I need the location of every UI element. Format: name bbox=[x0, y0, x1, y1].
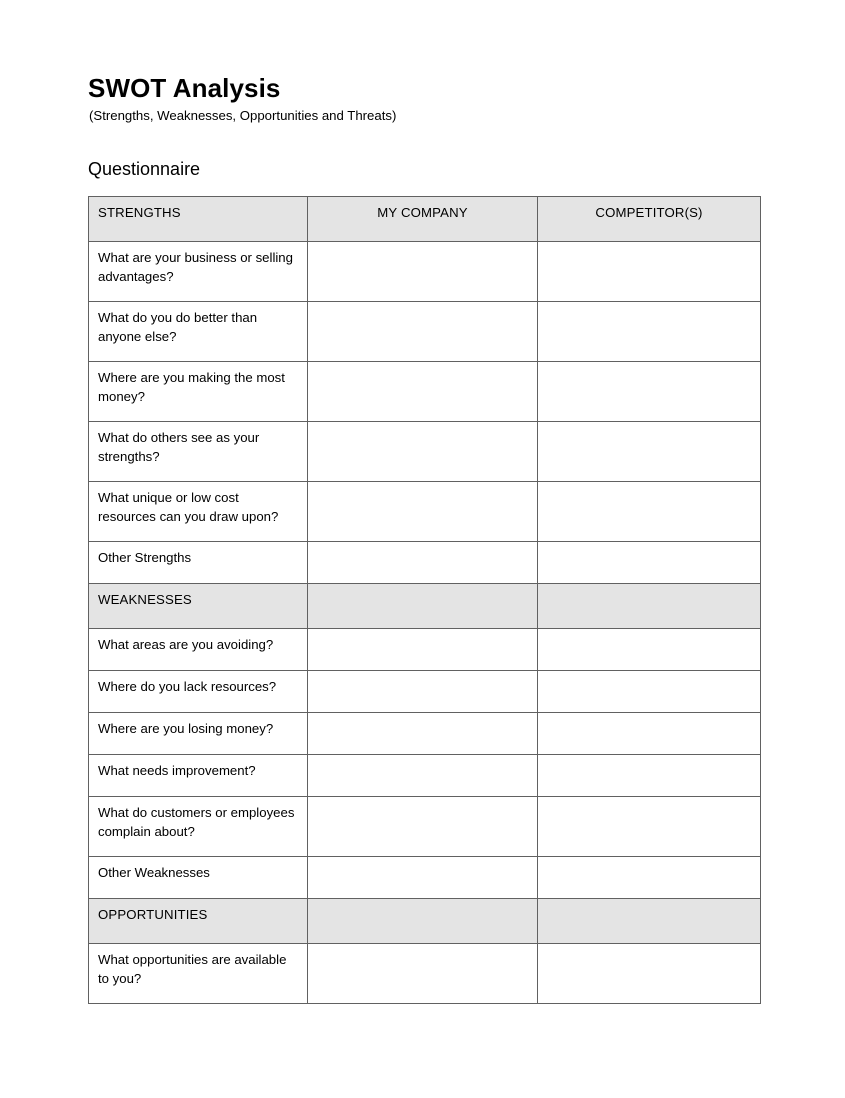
section-header-label: WEAKNESSES bbox=[89, 584, 308, 629]
answer-cell-competitors[interactable] bbox=[538, 542, 761, 584]
answer-cell-my-company[interactable] bbox=[308, 713, 538, 755]
table-row bbox=[89, 713, 761, 755]
table-row bbox=[89, 482, 761, 542]
table-row bbox=[89, 629, 761, 671]
table-row bbox=[89, 422, 761, 482]
column-header-competitors: COMPETITOR(S) bbox=[538, 197, 761, 242]
answer-cell-competitors[interactable] bbox=[538, 629, 761, 671]
section-header-spacer-cell bbox=[308, 899, 538, 944]
section-header-row bbox=[89, 197, 761, 242]
section-header-spacer-cell bbox=[308, 584, 538, 629]
answer-cell-my-company[interactable] bbox=[308, 302, 538, 362]
table-row bbox=[89, 302, 761, 362]
answer-cell-my-company[interactable] bbox=[308, 671, 538, 713]
table-row bbox=[89, 797, 761, 857]
table-row bbox=[89, 542, 761, 584]
question-cell: What do others see as your strengths? bbox=[89, 422, 308, 482]
swot-questionnaire-table-container bbox=[88, 196, 760, 1004]
table-row bbox=[89, 671, 761, 713]
page-title: SWOT Analysis bbox=[88, 73, 281, 103]
question-cell: What are your business or selling advantages? bbox=[89, 242, 308, 302]
answer-cell-competitors[interactable] bbox=[538, 302, 761, 362]
question-cell: What do you do better than anyone else? bbox=[89, 302, 308, 362]
section-header-spacer-cell bbox=[538, 584, 761, 629]
swot-questionnaire-table bbox=[88, 196, 761, 1004]
answer-cell-competitors[interactable] bbox=[538, 362, 761, 422]
answer-cell-my-company[interactable] bbox=[308, 542, 538, 584]
answer-cell-competitors[interactable] bbox=[538, 242, 761, 302]
answer-cell-competitors[interactable] bbox=[538, 944, 761, 1004]
answer-cell-my-company[interactable] bbox=[308, 422, 538, 482]
table-row bbox=[89, 362, 761, 422]
section-heading-questionnaire: Questionnaire bbox=[88, 159, 201, 179]
question-cell: Where are you losing money? bbox=[89, 713, 308, 755]
question-cell: Other Weaknesses bbox=[89, 857, 308, 899]
section-header-label: STRENGTHS bbox=[89, 197, 308, 242]
answer-cell-my-company[interactable] bbox=[308, 857, 538, 899]
answer-cell-my-company[interactable] bbox=[308, 944, 538, 1004]
question-cell: Other Strengths bbox=[89, 542, 308, 584]
answer-cell-competitors[interactable] bbox=[538, 755, 761, 797]
section-header-spacer-cell bbox=[538, 899, 761, 944]
answer-cell-competitors[interactable] bbox=[538, 482, 761, 542]
question-cell: What unique or low cost resources can you draw upon? bbox=[89, 482, 308, 542]
answer-cell-competitors[interactable] bbox=[538, 671, 761, 713]
table-row bbox=[89, 944, 761, 1004]
table-row bbox=[89, 857, 761, 899]
table-row bbox=[89, 755, 761, 797]
column-header-my-company: MY COMPANY bbox=[308, 197, 538, 242]
question-cell: What areas are you avoiding? bbox=[89, 629, 308, 671]
question-cell: Where are you making the most money? bbox=[89, 362, 308, 422]
answer-cell-my-company[interactable] bbox=[308, 482, 538, 542]
answer-cell-my-company[interactable] bbox=[308, 755, 538, 797]
table-row bbox=[89, 242, 761, 302]
question-cell: Where do you lack resources? bbox=[89, 671, 308, 713]
answer-cell-competitors[interactable] bbox=[538, 422, 761, 482]
answer-cell-competitors[interactable] bbox=[538, 713, 761, 755]
section-header-row bbox=[89, 899, 761, 944]
answer-cell-competitors[interactable] bbox=[538, 797, 761, 857]
answer-cell-my-company[interactable] bbox=[308, 797, 538, 857]
question-cell: What do customers or employees complain about? bbox=[89, 797, 308, 857]
answer-cell-my-company[interactable] bbox=[308, 362, 538, 422]
question-cell: What needs improvement? bbox=[89, 755, 308, 797]
question-cell: What opportunities are available to you? bbox=[89, 944, 308, 1004]
answer-cell-competitors[interactable] bbox=[538, 857, 761, 899]
page-subtitle: (Strengths, Weaknesses, Opportunities and Threats) bbox=[89, 108, 397, 123]
answer-cell-my-company[interactable] bbox=[308, 629, 538, 671]
section-header-row bbox=[89, 584, 761, 629]
answer-cell-my-company[interactable] bbox=[308, 242, 538, 302]
section-header-label: OPPORTUNITIES bbox=[89, 899, 308, 944]
